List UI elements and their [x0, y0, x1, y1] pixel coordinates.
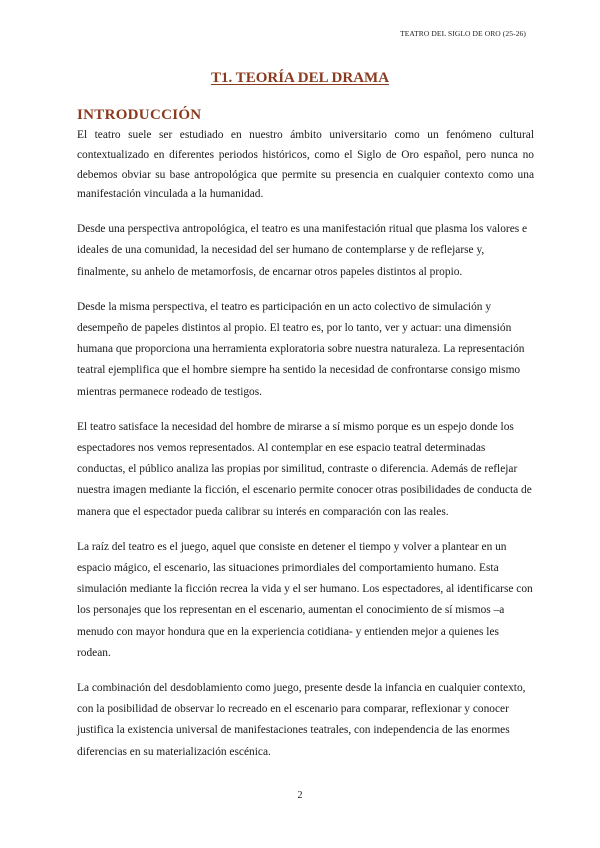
paragraph: La combinación del desdoblamiento como juego, presente desde la infancia en cualquier contexto, con la posibilidad de observar lo recreado en el escenario para comparar, reflexionar y conocer justifica la existencia universal de manifestaciones teatrales, con independencia de las enormes diferencias en su materialización escénica. — [77, 682, 526, 758]
paragraph: El teatro satisface la necesidad del hombre de mirarse a sí mismo porque es un espejo donde los espectadores nos vemos representados. Al contemplar en ese espacio teatral determinadas conductas, el público analiza las propias por similitud, contraste o diferencia. Además de reflejar nuestra imagen mediante la ficción, el escenario permite conocer otras posibilidades de conducta de manera que el espectador pueda calibrar su interés en comparación con las reales. — [77, 420, 532, 518]
paragraph: Desde la misma perspectiva, el teatro es participación en un acto colectivo de simulación y desempeño de papeles distintos al propio. El teatro es, por lo tanto, ver y actuar: una dimensión humana que proporciona una herramienta exploratoria sobre nuestra naturaleza. La representación teatral ejemplifica que el hombre siempre ha sentido la necesidad de confrontarse consigo mismo mientras permanece rodeado de testigos. — [77, 300, 525, 398]
document-title: T1. TEORÍA DEL DRAMA — [210, 70, 390, 86]
paragraph: El teatro suele ser estudiado en nuestro ámbito universitario como un fenómeno cultural contextualizado en diferentes periodos históricos, como el Siglo de Oro español, pero nunca no debemos obviar su base antropológica que permite su presencia en cualquier contexto como una manifestación vinculada a la humanidad. — [77, 129, 534, 201]
body-text — [77, 126, 534, 777]
paragraph: La raíz del teatro es el juego, aquel que consiste en detener el tiempo y volver a plantear en un espacio mágico, el escenario, las situaciones primordiales del comportamiento humano. Esta simulación mediante la ficción recrea la vida y el ser humano. Los espectadores, al identificarse con los personajes que los representan en el escenario, aumentan el conocimiento de sí mismos –a menudo con mayor hondura que en la experiencia cotidiana- y entienden mejor a quienes les rodean. — [77, 540, 533, 659]
section-heading: INTRODUCCIÓN — [77, 107, 202, 123]
paragraph: Desde una perspectiva antropológica, el teatro es una manifestación ritual que plasma los valores e ideales de una comunidad, la necesidad del ser humano de contemplarse y de reflejarse y, finalmente, su anhelo de metamorfosis, de encarnar otros papeles distintos al propio. — [77, 223, 528, 278]
page-number: 2 — [297, 790, 303, 801]
running-header: TEATRO DEL SIGLO DE ORO (25-26) — [400, 29, 526, 38]
